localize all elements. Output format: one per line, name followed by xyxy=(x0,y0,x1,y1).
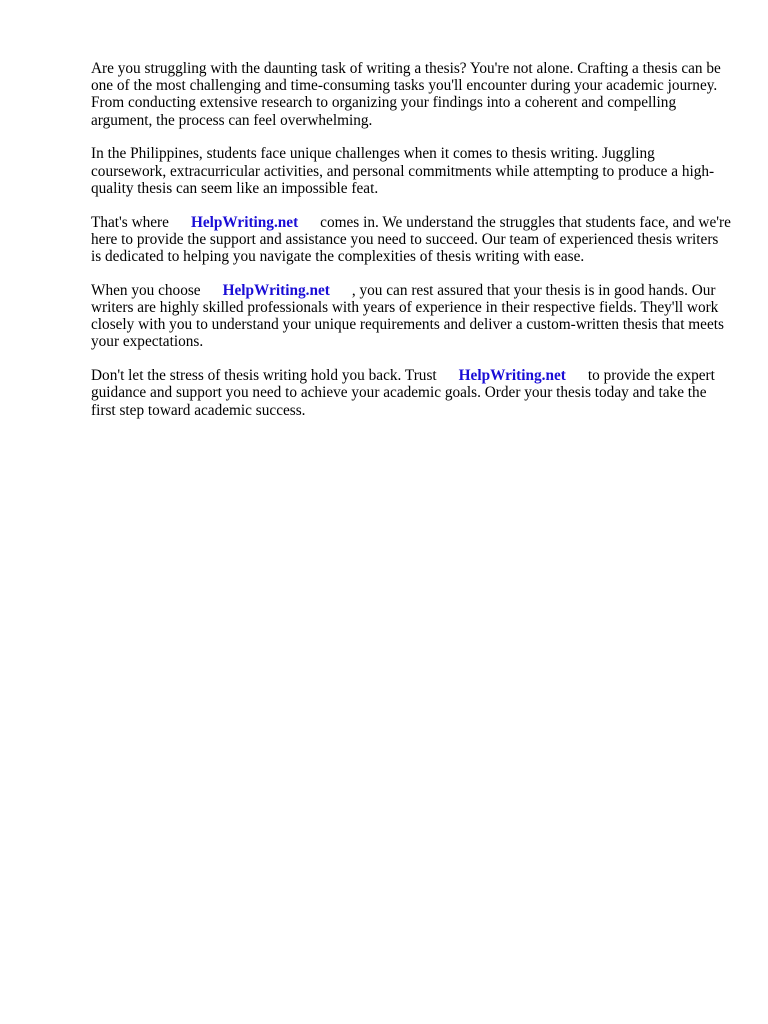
paragraph-when-you-choose xyxy=(91,282,731,351)
paragraph-philippines xyxy=(91,145,731,197)
paragraph-text: Don't let the stress of thesis writing hold you back. Trust xyxy=(91,367,437,385)
helpwriting-link[interactable]: HelpWriting.net xyxy=(458,367,566,385)
paragraph-text: , you can rest assured that your thesis is in good hands. Our writers are highly skilled professionals with years of experience in their respective fields. They'll work closely with you to understand your unique requirements and deliver a custom-written thesis that meets your expectations. xyxy=(91,281,724,351)
paragraph-text: comes in. We understand the struggles that students face, and we're here to provide the support and assistance you need to succeed. Our team of experienced thesis writers is dedicated to helping you navigate the complexities of thesis writing with ease. xyxy=(91,213,731,266)
paragraph-text: In the Philippines, students face unique challenges when it comes to thesis writing. Juggling coursework, extracurricular activities, and personal commitments while attempting to produce a high-quality thesis can seem like an impossible feat. xyxy=(91,145,715,197)
paragraph-text: That's where xyxy=(91,213,169,231)
helpwriting-link[interactable]: HelpWriting.net xyxy=(222,281,330,299)
paragraph-trust xyxy=(91,367,731,419)
paragraph-text: When you choose xyxy=(91,281,201,299)
helpwriting-link[interactable]: HelpWriting.net xyxy=(190,213,299,231)
paragraph-thats-where xyxy=(91,214,731,266)
paragraph-intro xyxy=(91,60,731,129)
paragraph-text: to provide the expert guidance and support you need to achieve your academic goals. Order your thesis today and take the first step toward academic success. xyxy=(91,367,715,419)
paragraph-text: Are you struggling with the daunting task of writing a thesis? You're not alone. Crafting a thesis can be one of the most challenging and time-consuming tasks you'll encounter during your academic journey. From conducting extensive research to organizing your findings into a coherent and compelling argument, the process can feel overwhelming. xyxy=(91,60,721,129)
document-page xyxy=(91,60,731,435)
